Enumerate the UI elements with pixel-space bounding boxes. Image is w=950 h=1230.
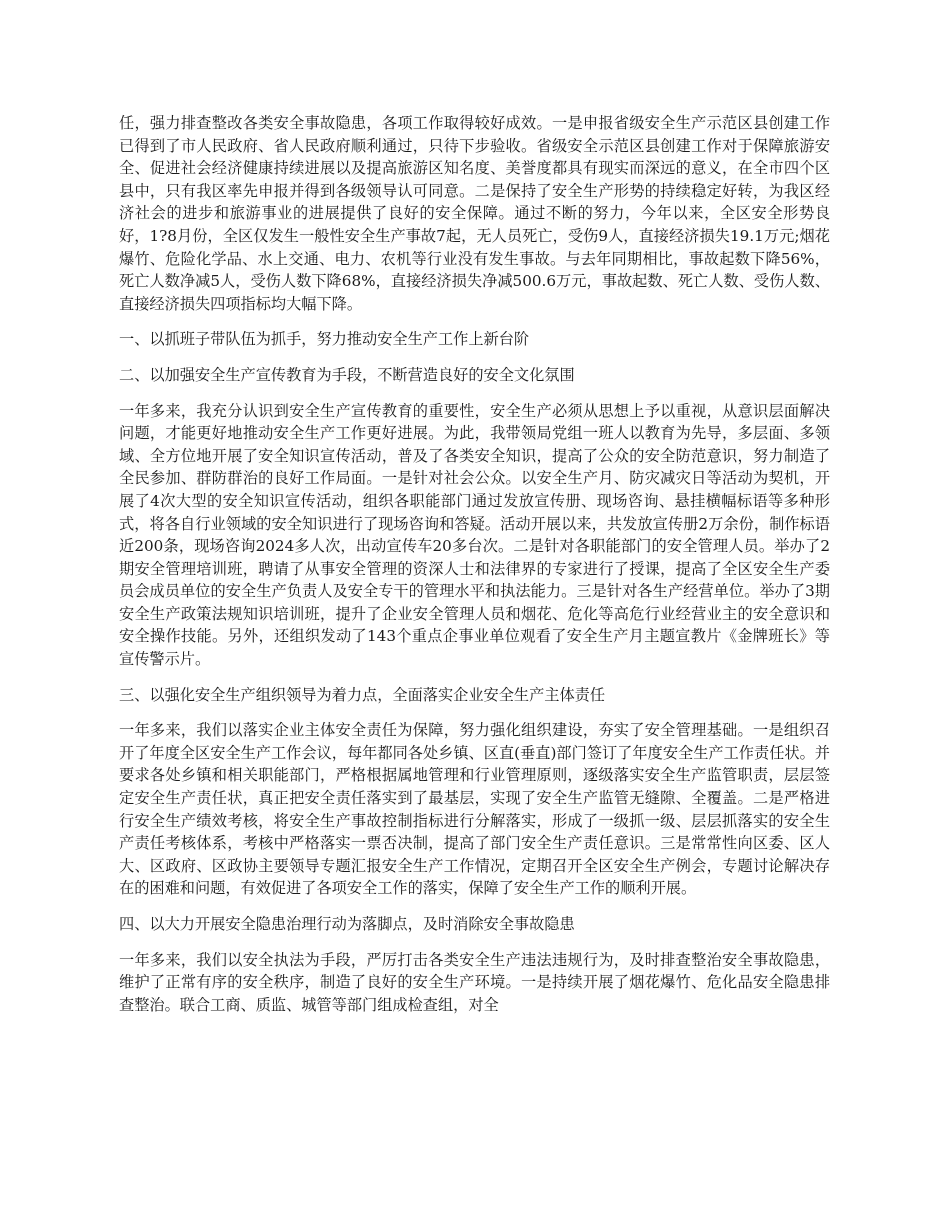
section-heading: 二、以加强安全生产宣传教育为手段，不断营造良好的安全文化氛围: [119, 365, 575, 384]
body-paragraph: 一年多来，我们以落实企业主体安全责任为保障，努力强化组织建设，夯实了安全管理基础。一是组织召开了年度全区安全生产工作会议，每年都同各处乡镇、区直(垂直)部门签订了年度安全生产工作责任状。并要求各处乡镇和相关职能部门，严格根据属地管理和行业管理原则，逐级落实安全生产监管职责，层层签定安全生产责任状，真正把安全责任落实到了最基层，实现了安全生产监管无缝隙、全覆盖。二是严格进行安全生产绩效考核，将安全生产事故控制指标进行分解落实，形成了一级抓一级、层层抓落实的安全生产责任考核体系，考核中严格落实一票否决制，提高了部门安全生产责任意识。三是常常性向区委、区人大、区政府、区政协主要领导专题汇报安全生产工作情况，定期召开全区安全生产例会，专题讨论解决存在的困难和问题，有效促进了各项安全工作的落实，保障了安全生产工作的顺利开展。: [119, 721, 830, 898]
body-paragraph: 一年多来，我们以安全执法为手段，严厉打击各类安全生产违法违规行为，及时排查整治安全事故隐患，维护了正常有序的安全秩序，制造了良好的安全生产环境。一是持续开展了烟花爆竹、危化品安全隐患排查整治。联合工商、质监、城管等部门组成检查组，对全: [119, 950, 830, 1014]
body-paragraph: 一年多来，我充分认识到安全生产宣传教育的重要性，安全生产必须从思想上予以重视，从意识层面解决问题，才能更好地推动安全生产工作更好进展。为此，我带领局党组一班人以教育为先导，多层面、多领域、全方位地开展了安全知识宣传活动，普及了各类安全知识，提高了公众的安全防范意识，努力制造了全民参加、群防群治的良好工作局面。一是针对社会公众。以安全生产月、防灾减灾日等活动为契机，开展了4次大型的安全知识宣传活动，组织各职能部门通过发放宣传册、现场咨询、悬挂横幅标语等多种形式，将各自行业领域的安全知识进行了现场咨询和答疑。活动开展以来，共发放宣传册2万余份，制作标语近200条，现场咨询2024多人次，出动宣传车20多台次。二是针对各职能部门的安全管理人员。举办了2期安全管理培训班，聘请了从事安全管理的资深人士和法律界的专家进行了授课，提高了全区安全生产委员会成员单位的安全生产负责人及安全专干的管理水平和执法能力。三是针对各生产经营单位。举办了3期安全生产政策法规知识培训班，提升了企业安全管理人员和烟花、危化等高危行业经营业主的安全意识和安全操作技能。另外，还组织发动了143个重点企事业单位观看了安全生产月主题宣教片《金牌班长》等宣传警示片。: [119, 401, 830, 669]
section-heading: 一、以抓班子带队伍为抓手，努力推动安全生产工作上新台阶: [119, 330, 530, 349]
section-heading: 三、以强化安全生产组织领导为着力点，全面落实企业安全生产主体责任: [119, 685, 605, 704]
body-paragraph: 任，强力排查整改各类安全事故隐患，各项工作取得较好成效。一是申报省级安全生产示范区县创建工作已得到了市人民政府、省人民政府顺利通过，只待下步验收。省级安全示范区县创建工作对于保障旅游安全、促进社会经济健康持续进展以及提高旅游区知名度、美誉度都具有现实而深远的意义，在全市四个区县中，只有我区率先申报并得到各级领导认可同意。二是保持了安全生产形势的持续稳定好转，为我区经济社会的进步和旅游事业的进展提供了良好的安全保障。通过不断的努力，今年以来，全区安全形势良好，1?8月份，全区仅发生一般性安全生产事故7起，无人员死亡，受伤9人，直接经济损失19.1万元;烟花爆竹、危险化学品、水上交通、电力、农机等行业没有发生事故。与去年同期相比，事故起数下降56%，死亡人数净减5人，受伤人数下降68%，直接经济损失净减500.6万元，事故起数、死亡人数、受伤人数、直接经济损失四项指标均大幅下降。: [119, 114, 830, 313]
section-heading: 四、以大力开展安全隐患治理行动为落脚点，及时消除安全事故隐患: [119, 915, 575, 933]
